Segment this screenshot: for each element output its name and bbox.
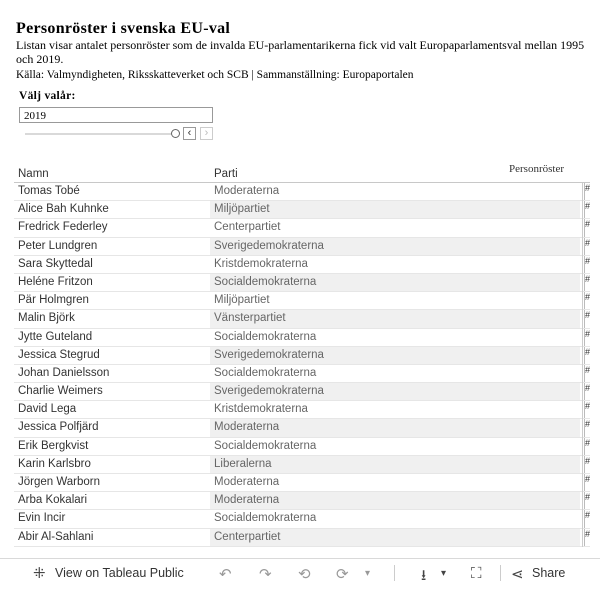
row-name: Sara Skyttedal bbox=[18, 257, 93, 270]
table-row[interactable] bbox=[14, 456, 590, 474]
row-votes: # bbox=[584, 529, 589, 546]
page-description: Listan visar antalet personröster som de invalda EU-parlamentarikerna fick vid valt Europaparlamentsval mellan 1995 och 2019. bbox=[16, 38, 585, 66]
download-dropdown-icon[interactable]: ▾ bbox=[441, 568, 447, 579]
row-votes: # bbox=[584, 238, 589, 255]
revert-icon[interactable]: ⟲ bbox=[298, 566, 311, 583]
row-party: Vänsterpartiet bbox=[210, 310, 580, 327]
row-name: Jessica Stegrud bbox=[18, 348, 100, 361]
row-name: Abir Al-Sahlani bbox=[18, 530, 94, 543]
redo-icon[interactable]: ↷ bbox=[259, 566, 272, 583]
undo-icon[interactable]: ↶ bbox=[219, 566, 232, 583]
table-row[interactable] bbox=[14, 365, 590, 383]
row-name: Heléne Fritzon bbox=[18, 275, 93, 288]
table-row[interactable] bbox=[14, 401, 590, 419]
column-header-party[interactable]: Parti bbox=[214, 168, 238, 180]
table-row[interactable] bbox=[14, 256, 590, 274]
chevron-left-icon: ‹ bbox=[187, 127, 192, 139]
row-name: Evin Incir bbox=[18, 512, 66, 525]
row-name: Alice Bah Kuhnke bbox=[18, 203, 109, 216]
row-name: Malin Björk bbox=[18, 312, 75, 325]
row-name: Pär Holmgren bbox=[18, 294, 89, 307]
tableau-logo-icon: ⁜ bbox=[33, 565, 46, 582]
year-slider-track[interactable] bbox=[25, 133, 175, 135]
row-votes: # bbox=[584, 365, 589, 382]
table-row[interactable] bbox=[14, 383, 590, 401]
table-row[interactable] bbox=[14, 310, 590, 328]
toolbar-separator bbox=[394, 565, 395, 581]
row-name: Fredrick Federley bbox=[18, 221, 108, 234]
row-party: Socialdemokraterna bbox=[214, 366, 317, 379]
row-votes: # bbox=[584, 201, 589, 218]
results-table bbox=[14, 183, 590, 547]
view-on-tableau-link[interactable]: View on Tableau Public bbox=[55, 566, 184, 580]
row-party: Socialdemokraterna bbox=[214, 439, 317, 452]
row-party: Kristdemokraterna bbox=[214, 257, 308, 270]
table-row[interactable] bbox=[14, 529, 590, 547]
row-votes: # bbox=[584, 347, 589, 364]
row-votes: # bbox=[584, 292, 589, 309]
table-row[interactable] bbox=[14, 474, 590, 492]
share-button[interactable]: Share bbox=[532, 566, 566, 580]
row-votes: # bbox=[584, 474, 589, 491]
refresh-icon[interactable]: ⟳ bbox=[336, 566, 349, 583]
row-votes: # bbox=[584, 256, 589, 273]
row-name: Tomas Tobé bbox=[18, 185, 80, 197]
toolbar-separator bbox=[500, 565, 501, 581]
table-divider bbox=[582, 183, 583, 547]
row-votes: # bbox=[584, 329, 589, 346]
row-party: Socialdemokraterna bbox=[210, 274, 580, 291]
row-name: Charlie Weimers bbox=[18, 385, 103, 398]
row-party: Centerpartiet bbox=[214, 221, 281, 234]
year-slider-handle[interactable] bbox=[171, 129, 180, 138]
column-header-name[interactable]: Namn bbox=[18, 168, 49, 180]
row-votes: # bbox=[584, 456, 589, 473]
row-party: Centerpartiet bbox=[210, 529, 580, 546]
row-name: Jessica Polfjärd bbox=[18, 421, 99, 434]
row-votes: # bbox=[584, 401, 589, 418]
next-year-button[interactable] bbox=[200, 127, 213, 140]
previous-year-button[interactable] bbox=[183, 127, 196, 140]
table-row[interactable] bbox=[14, 419, 590, 437]
row-name: Jörgen Warborn bbox=[18, 476, 101, 488]
download-icon[interactable]: ⭳ bbox=[421, 567, 427, 584]
row-party: Sverigedemokraterna bbox=[210, 383, 580, 400]
table-row[interactable] bbox=[14, 347, 590, 365]
row-votes: # bbox=[584, 310, 589, 327]
row-party: Liberalerna bbox=[210, 456, 580, 473]
source-text: Källa: Valmyndigheten, Riksskatteverket och SCB | Sammanställning: Europaportalen bbox=[16, 69, 414, 81]
table-row[interactable] bbox=[14, 274, 590, 292]
share-icon[interactable]: ⋖ bbox=[511, 566, 524, 583]
row-party: Sverigedemokraterna bbox=[210, 347, 580, 364]
row-votes: # bbox=[584, 274, 589, 291]
tableau-toolbar bbox=[0, 558, 600, 588]
row-party: Moderaterna bbox=[210, 419, 580, 436]
row-votes: # bbox=[584, 383, 589, 400]
row-party: Socialdemokraterna bbox=[214, 330, 317, 343]
table-row[interactable] bbox=[14, 292, 590, 310]
row-name: Peter Lundgren bbox=[18, 239, 98, 252]
row-votes: # bbox=[584, 510, 589, 527]
row-votes: # bbox=[584, 492, 589, 509]
row-votes: # bbox=[584, 183, 589, 200]
table-row[interactable] bbox=[14, 438, 590, 456]
table-row[interactable] bbox=[14, 329, 590, 347]
table-row[interactable] bbox=[14, 183, 590, 201]
page-title: Personröster i svenska EU-val bbox=[16, 20, 231, 37]
table-row[interactable] bbox=[14, 219, 590, 237]
row-votes: # bbox=[584, 219, 589, 236]
row-party: Sverigedemokraterna bbox=[210, 238, 580, 255]
year-filter-label: Välj valår: bbox=[19, 90, 76, 102]
row-name: Karin Karlsbro bbox=[18, 457, 91, 470]
refresh-dropdown-icon[interactable]: ▾ bbox=[365, 568, 371, 579]
row-name: Johan Danielsson bbox=[18, 366, 110, 379]
row-votes: # bbox=[584, 419, 589, 436]
table-row[interactable] bbox=[14, 238, 590, 256]
table-row[interactable] bbox=[14, 492, 590, 510]
fullscreen-icon[interactable]: ⛶ bbox=[471, 565, 482, 582]
row-party: Socialdemokraterna bbox=[214, 512, 317, 525]
row-name: David Lega bbox=[18, 403, 77, 416]
row-party: Kristdemokraterna bbox=[214, 403, 308, 416]
row-party: Moderaterna bbox=[210, 492, 580, 509]
row-name: Jytte Guteland bbox=[18, 330, 93, 343]
row-party: Moderaterna bbox=[214, 185, 280, 197]
table-row[interactable] bbox=[14, 201, 590, 219]
row-party: Miljöpartiet bbox=[214, 294, 270, 307]
chevron-right-icon: › bbox=[204, 127, 209, 139]
table-row[interactable] bbox=[14, 510, 590, 528]
row-party: Miljöpartiet bbox=[210, 201, 580, 218]
year-filter-input[interactable]: 2019 bbox=[19, 107, 213, 123]
row-name: Arba Kokalari bbox=[18, 494, 88, 507]
row-votes: # bbox=[584, 438, 589, 455]
row-party: Moderaterna bbox=[214, 476, 280, 488]
row-name: Erik Bergkvist bbox=[18, 439, 89, 452]
column-header-votes[interactable]: Personröster bbox=[509, 163, 564, 175]
